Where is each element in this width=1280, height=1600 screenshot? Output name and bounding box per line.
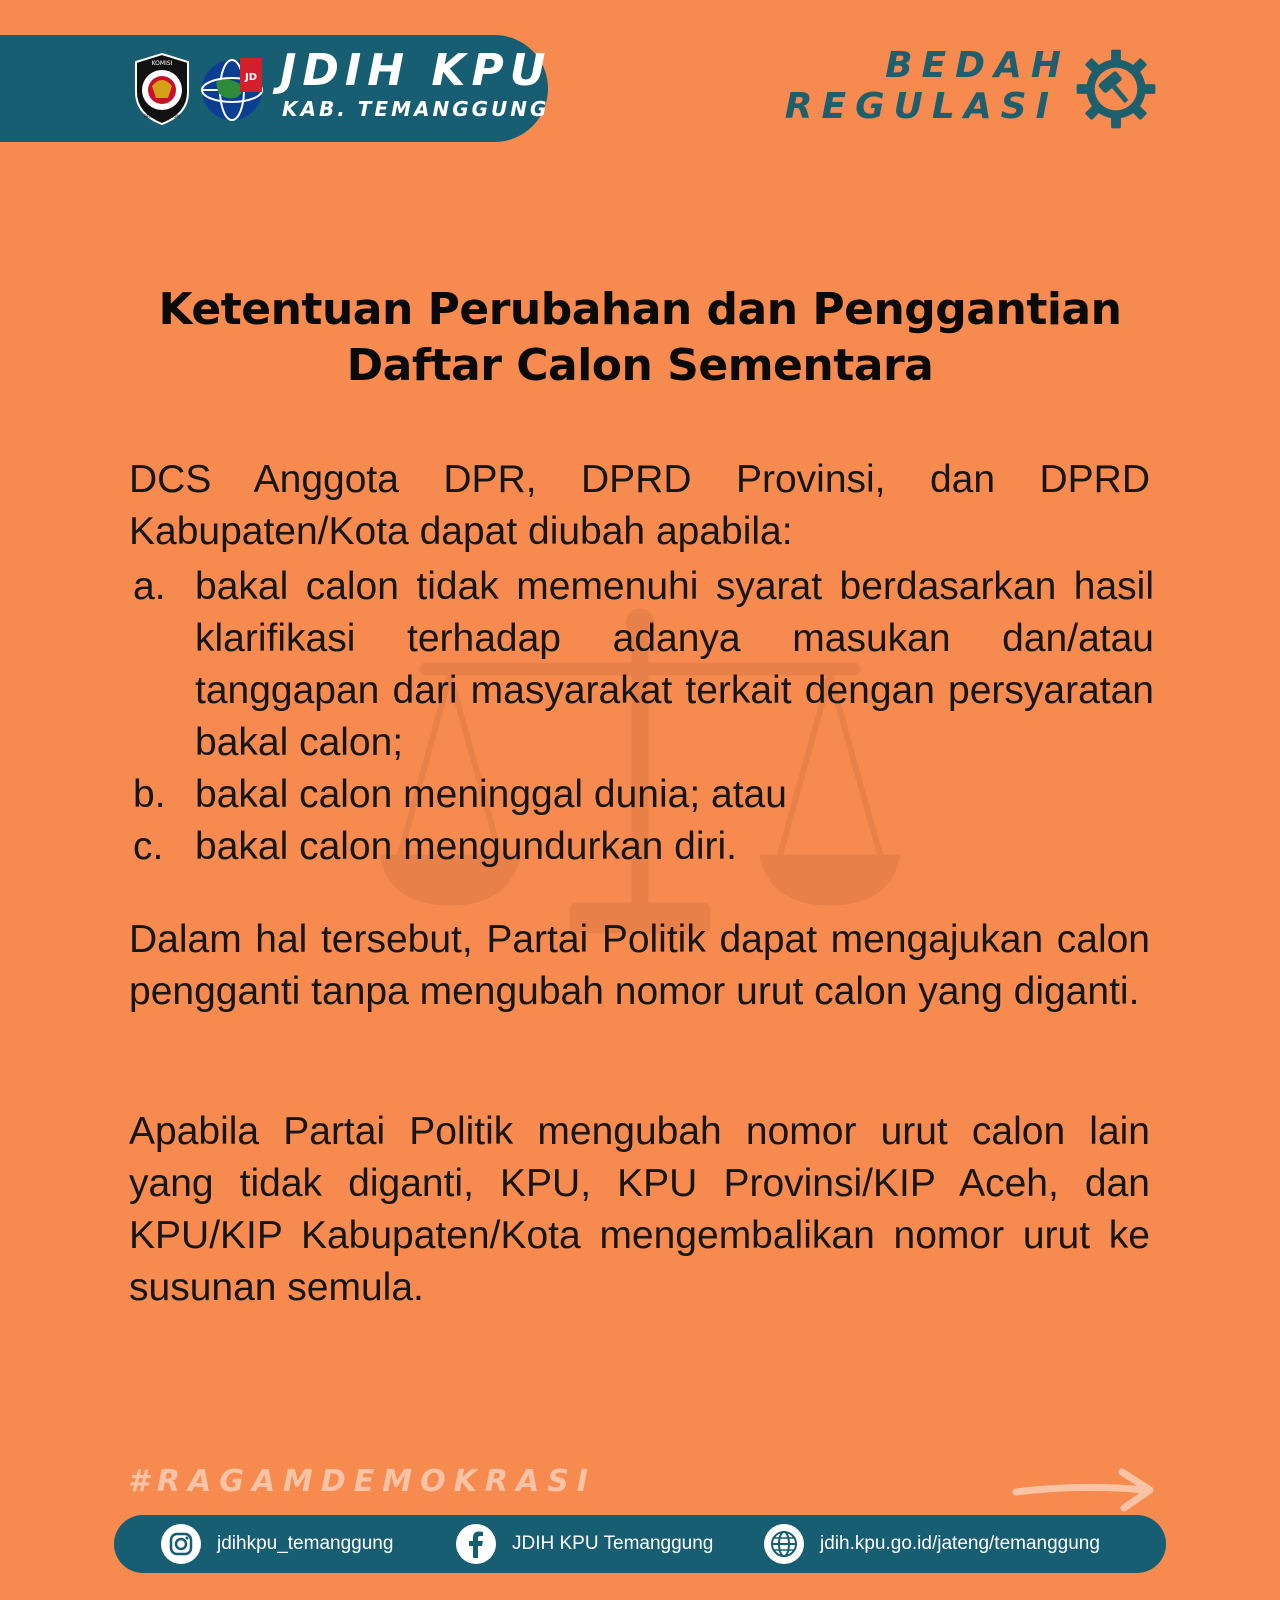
badge-line-1: BEDAH — [885, 45, 1070, 86]
page-title — [100, 282, 1180, 394]
list-item-text: bakal calon meninggal dunia; atau — [195, 773, 787, 816]
next-arrow-icon[interactable] — [1012, 1466, 1157, 1514]
globe-icon — [764, 1524, 804, 1564]
list-marker: b. — [133, 773, 166, 816]
list-item — [129, 821, 1154, 873]
facebook-name: JDIH KPU Temanggung — [512, 1533, 714, 1554]
facebook-icon — [456, 1524, 496, 1564]
instagram-link[interactable] — [161, 1515, 393, 1573]
brand-title: JDIH KPU — [280, 45, 552, 96]
list-item-text: bakal calon tidak memenuhi syarat berdasarkan hasil klarifikasi terhadap adanya masukan dan/atau tanggapan dari masyarakat terkait dengan persyaratan bakal calon; — [195, 565, 1154, 764]
title-line-1: Ketentuan Perubahan dan Penggantian — [158, 284, 1122, 335]
kpu-logo-icon — [132, 52, 192, 126]
title-line-2: Daftar Calon Sementara — [346, 340, 934, 391]
list-item — [129, 561, 1154, 769]
list-marker: a. — [133, 565, 166, 608]
jdih-logo-icon — [196, 52, 270, 126]
list-marker: c. — [133, 825, 164, 868]
paragraph-number-order: Apabila Partai Politik mengubah nomor urut calon lain yang tidak diganti, KPU, KPU Provinsi/KIP Aceh, dan KPU/KIP Kabupaten/Kota mengembalikan nomor urut ke susunan semula. — [129, 1110, 1150, 1309]
list-item-text: bakal calon mengundurkan diri. — [195, 825, 738, 868]
facebook-link[interactable] — [456, 1515, 713, 1573]
website-url: jdih.kpu.go.id/jateng/temanggung — [820, 1533, 1100, 1554]
kpu-logo-ring-text: PEMILIHAN UMUM — [144, 114, 180, 119]
kpu-logo-top-text: KOMISI — [151, 60, 173, 67]
list-item — [129, 769, 1154, 821]
condition-list — [129, 561, 1154, 873]
website-link[interactable] — [764, 1515, 1100, 1573]
brand-subtitle: KAB. TEMANGGUNG — [282, 97, 550, 121]
gear-gavel-icon — [1075, 48, 1157, 130]
instagram-handle: jdihkpu_temanggung — [217, 1533, 394, 1554]
intro-paragraph: DCS Anggota DPR, DPRD Provinsi, dan DPRD Kabupaten/Kota dapat diubah apabila: — [129, 458, 1150, 553]
paragraph-replacement: Dalam hal tersebut, Partai Politik dapat mengajukan calon pengganti tanpa mengubah nomor urut calon yang diganti. — [129, 918, 1150, 1013]
hashtag: #RAGAMDEMOKRASI — [128, 1464, 596, 1499]
badge-line-2: REGULASI — [784, 86, 1058, 127]
svg-text:JD: JD — [244, 72, 258, 83]
instagram-icon — [161, 1524, 201, 1564]
